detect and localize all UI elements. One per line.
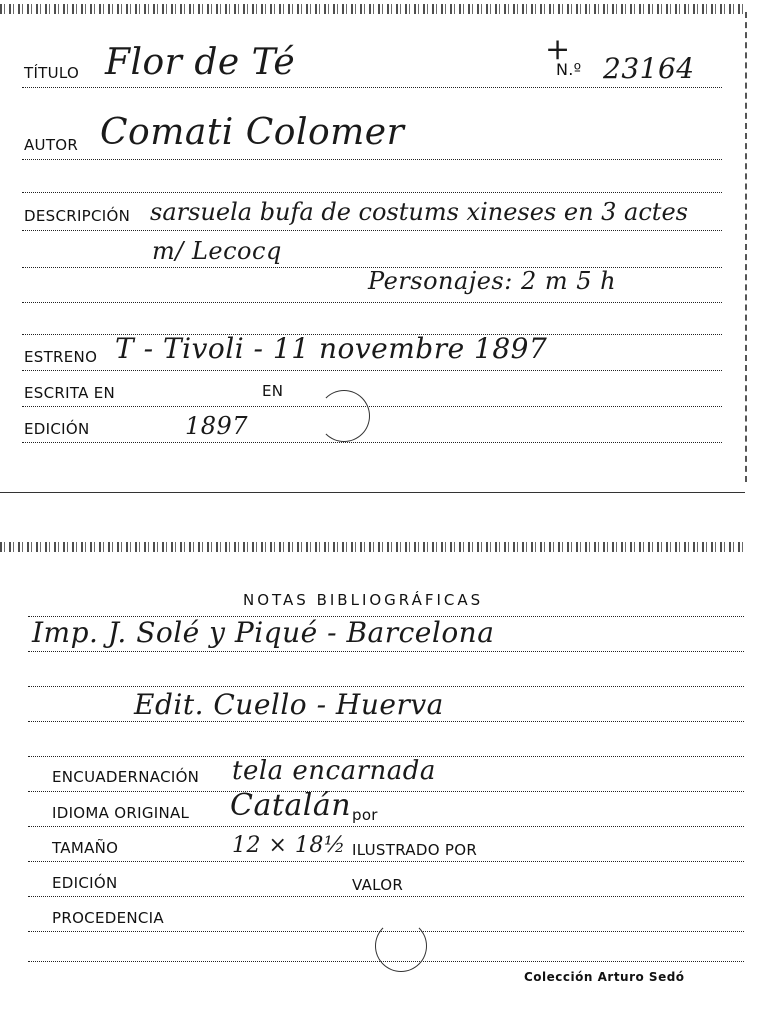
titulo-value: Flor de Té [105, 42, 296, 83]
punch-hole-bottom [375, 920, 427, 972]
personajes-value: Personajes: 2 m 5 h [368, 267, 617, 295]
titulo-line [22, 87, 722, 88]
encuadernacion-value: tela encarnada [232, 756, 436, 786]
notas-line-3 [28, 721, 744, 722]
idioma-line [28, 826, 744, 827]
notas-line-1 [28, 651, 744, 652]
card-bottom-edge [0, 542, 745, 552]
descripcion-label: DESCRIPCIÓN [24, 207, 131, 225]
catalog-card-top [0, 12, 747, 482]
autor-label: AUTOR [24, 136, 79, 154]
valor-label: VALOR [352, 876, 404, 894]
encuadernacion-label: ENCUADERNACIÓN [52, 768, 200, 786]
procedencia-label: PROCEDENCIA [52, 909, 164, 927]
escrita-line [22, 406, 722, 407]
tamano-value: 12 × 18½ [232, 833, 346, 858]
ilustrado-label: ILUSTRADO POR [352, 841, 478, 859]
estreno-value: T - Tivoli - 11 novembre 1897 [115, 332, 548, 365]
edicion-label: EDICIÓN [24, 420, 90, 438]
descripcion-line-3 [22, 302, 722, 303]
escrita-label: ESCRITA EN [24, 384, 116, 402]
por-label: por [352, 806, 378, 824]
estreno-label: ESTRENO [24, 348, 98, 366]
nota-2: Edit. Cuello - Huerva [134, 688, 444, 721]
card-top-edge [0, 4, 745, 14]
estreno-line [22, 370, 722, 371]
descripcion-value-2: m/ Lecocq [152, 237, 282, 265]
edicion-line [22, 442, 722, 443]
nota-1: Imp. J. Solé y Piqué - Barcelona [32, 616, 495, 649]
notas-line-2 [28, 686, 744, 687]
number-value: 23164 [603, 52, 695, 85]
autor-line [22, 159, 722, 160]
en-label: EN [262, 382, 284, 400]
tamano-line [28, 861, 744, 862]
collection-credit: Colección Arturo Sedó [524, 970, 685, 984]
card-separator [0, 492, 745, 493]
tamano-label: TAMAÑO [52, 839, 119, 857]
descripcion-line-1 [22, 230, 722, 231]
descripcion-value-1: sarsuela bufa de costums xineses en 3 actes [150, 198, 688, 226]
idioma-value: Catalán [230, 788, 352, 823]
notas-title: NOTAS BIBLIOGRÁFICAS [243, 591, 484, 609]
titulo-label: TÍTULO [24, 64, 80, 82]
blank-line-1 [22, 192, 722, 193]
edicion-value: 1897 [185, 412, 249, 440]
catalog-card-bottom [0, 548, 745, 1018]
number-mark: + [545, 32, 571, 67]
idioma-label: IDIOMA ORIGINAL [52, 804, 190, 822]
punch-hole [318, 390, 370, 442]
edicion-line-bottom [28, 896, 744, 897]
edicion-label-bottom: EDICIÓN [52, 874, 118, 892]
number-label: N.º [556, 60, 582, 79]
encuadernacion-line [28, 791, 744, 792]
autor-value: Comati Colomer [100, 112, 405, 153]
